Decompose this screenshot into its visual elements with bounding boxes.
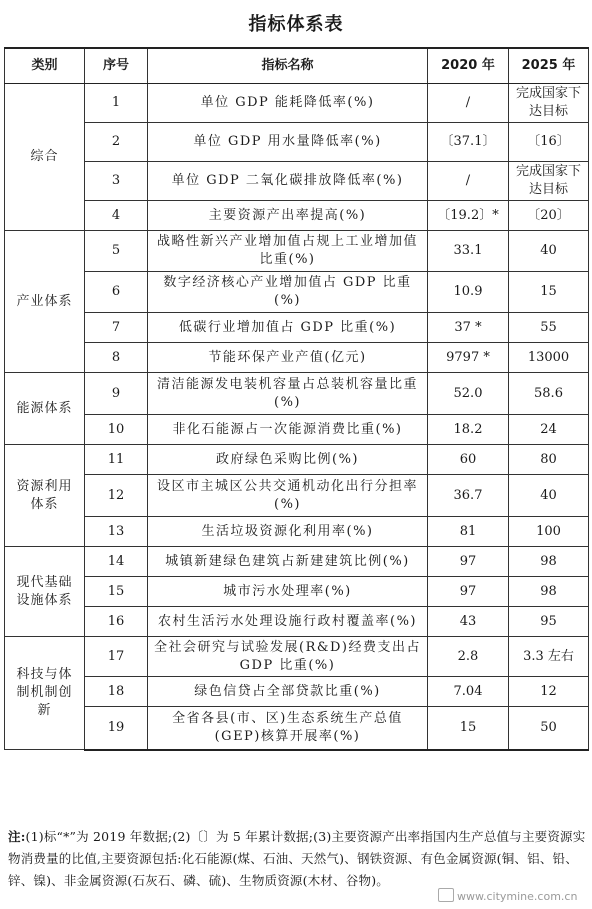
seq-cell: 16 (85, 607, 148, 637)
indicator-name-cell: 低碳行业增加值占 GDP 比重(%) (148, 313, 428, 343)
value-2020-cell: 18.2 (428, 415, 509, 445)
value-2025-cell: 3.3 左右 (509, 637, 589, 677)
value-2020-cell: 15 (428, 707, 509, 750)
seq-cell: 8 (85, 343, 148, 373)
seq-cell: 1 (85, 84, 148, 123)
category-cell: 科技与体制机制创新 (5, 637, 85, 750)
table-row (5, 707, 589, 750)
header-category: 类别 (5, 48, 85, 84)
header-2025: 2025 年 (509, 48, 589, 84)
seq-cell: 11 (85, 445, 148, 475)
table-row (5, 677, 589, 707)
seq-cell: 14 (85, 547, 148, 577)
indicator-name-cell: 设区市主城区公共交通机动化出行分担率(%) (148, 475, 428, 517)
value-2020-cell: 52.0 (428, 373, 509, 415)
value-2025-cell: 24 (509, 415, 589, 445)
seq-cell: 4 (85, 201, 148, 231)
value-2020-cell: / (428, 162, 509, 201)
value-2020-cell: 10.9 (428, 272, 509, 313)
indicator-name-cell: 全省各县(市、区)生态系统生产总值(GEP)核算开展率(%) (148, 707, 428, 750)
category-cell: 产业体系 (5, 231, 85, 373)
seq-cell: 19 (85, 707, 148, 750)
value-2025-cell: 98 (509, 577, 589, 607)
value-2020-cell: / (428, 84, 509, 123)
indicator-name-cell: 单位 GDP 用水量降低率(%) (148, 123, 428, 162)
indicator-name-cell: 政府绿色采购比例(%) (148, 445, 428, 475)
indicator-name-cell: 单位 GDP 能耗降低率(%) (148, 84, 428, 123)
value-2020-cell: 36.7 (428, 475, 509, 517)
value-2025-cell: 100 (509, 517, 589, 547)
category-cell: 综合 (5, 84, 85, 231)
seq-cell: 10 (85, 415, 148, 445)
watermark-text: www.citymine.com.cn (457, 890, 578, 903)
category-cell: 能源体系 (5, 373, 85, 445)
value-2025-cell: 40 (509, 475, 589, 517)
value-2025-cell: 58.6 (509, 373, 589, 415)
value-2025-cell: 完成国家下达目标 (509, 162, 589, 201)
value-2020-cell: 33.1 (428, 231, 509, 272)
header-name: 指标名称 (148, 48, 428, 84)
table-row (5, 201, 589, 231)
value-2020-cell: 37 * (428, 313, 509, 343)
value-2025-cell: 98 (509, 547, 589, 577)
value-2025-cell: 15 (509, 272, 589, 313)
indicator-name-cell: 战略性新兴产业增加值占规上工业增加值比重(%) (148, 231, 428, 272)
header-2020: 2020 年 (428, 48, 509, 84)
footnote (8, 826, 586, 892)
indicator-name-cell: 城市污水处理率(%) (148, 577, 428, 607)
indicator-name-cell: 清洁能源发电装机容量占总装机容量比重(%) (148, 373, 428, 415)
value-2020-cell: 2.8 (428, 637, 509, 677)
indicator-name-cell: 数字经济核心产业增加值占 GDP 比重(%) (148, 272, 428, 313)
indicator-name-cell: 节能环保产业产值(亿元) (148, 343, 428, 373)
footnote-text: (1)标“*”为 2019 年数据;(2)〔〕为 5 年累计数据;(3)主要资源产出率指国内生产总值与主要资源实物消费量的比值,主要资源包括:化石能源(煤、石油、天然气)、钢铁资源、有色金属资源(铜、铝、铅、锌、镍)、非金属资源(石灰石、磷、硫)、生物质资源(木材、谷物)。 (8, 829, 586, 888)
seq-cell: 17 (85, 637, 148, 677)
table-body (5, 84, 589, 750)
table-row (5, 84, 589, 123)
value-2020-cell: 7.04 (428, 677, 509, 707)
table-row (5, 162, 589, 201)
table-row (5, 475, 589, 517)
table-row (5, 313, 589, 343)
category-cell: 资源利用体系 (5, 445, 85, 547)
seq-cell: 3 (85, 162, 148, 201)
indicator-name-cell: 单位 GDP 二氧化碳排放降低率(%) (148, 162, 428, 201)
table-row (5, 577, 589, 607)
value-2025-cell: 40 (509, 231, 589, 272)
indicator-name-cell: 全社会研究与试验发展(R&D)经费支出占 GDP 比重(%) (148, 637, 428, 677)
seq-cell: 5 (85, 231, 148, 272)
table-row (5, 231, 589, 272)
seq-cell: 6 (85, 272, 148, 313)
value-2025-cell: 〔20〕 (509, 201, 589, 231)
value-2020-cell: 9797 * (428, 343, 509, 373)
value-2025-cell: 55 (509, 313, 589, 343)
seq-cell: 9 (85, 373, 148, 415)
indicator-name-cell: 主要资源产出率提高(%) (148, 201, 428, 231)
indicator-table (4, 47, 589, 751)
seq-cell: 12 (85, 475, 148, 517)
value-2020-cell: 〔19.2〕* (428, 201, 509, 231)
value-2025-cell: 80 (509, 445, 589, 475)
indicator-name-cell: 非化石能源占一次能源消费比重(%) (148, 415, 428, 445)
value-2020-cell: 43 (428, 607, 509, 637)
indicator-name-cell: 生活垃圾资源化利用率(%) (148, 517, 428, 547)
value-2025-cell: 12 (509, 677, 589, 707)
table-row (5, 415, 589, 445)
table-row (5, 517, 589, 547)
table-row (5, 123, 589, 162)
value-2025-cell: 完成国家下达目标 (509, 84, 589, 123)
value-2020-cell: 97 (428, 577, 509, 607)
value-2020-cell: 〔37.1〕 (428, 123, 509, 162)
table-row (5, 272, 589, 313)
seq-cell: 13 (85, 517, 148, 547)
indicator-name-cell: 城镇新建绿色建筑占新建建筑比例(%) (148, 547, 428, 577)
value-2020-cell: 97 (428, 547, 509, 577)
table-row (5, 637, 589, 677)
seq-cell: 7 (85, 313, 148, 343)
value-2025-cell: 50 (509, 707, 589, 750)
table-row (5, 343, 589, 373)
header-seq: 序号 (85, 48, 148, 84)
category-cell: 现代基础设施体系 (5, 547, 85, 637)
table-row (5, 607, 589, 637)
indicator-name-cell: 农村生活污水处理设施行政村覆盖率(%) (148, 607, 428, 637)
page-title: 指标体系表 (248, 14, 344, 35)
seq-cell: 18 (85, 677, 148, 707)
value-2025-cell: 95 (509, 607, 589, 637)
footnote-label: 注: (8, 829, 26, 844)
table-row (5, 373, 589, 415)
table-row (5, 445, 589, 475)
seq-cell: 2 (85, 123, 148, 162)
watermark (438, 888, 577, 903)
value-2025-cell: 13000 (509, 343, 589, 373)
value-2025-cell: 〔16〕 (509, 123, 589, 162)
value-2020-cell: 60 (428, 445, 509, 475)
indicator-name-cell: 绿色信贷占全部贷款比重(%) (148, 677, 428, 707)
watermark-logo-icon (438, 888, 454, 902)
seq-cell: 15 (85, 577, 148, 607)
table-header-row (5, 48, 589, 84)
value-2020-cell: 81 (428, 517, 509, 547)
table-row (5, 547, 589, 577)
